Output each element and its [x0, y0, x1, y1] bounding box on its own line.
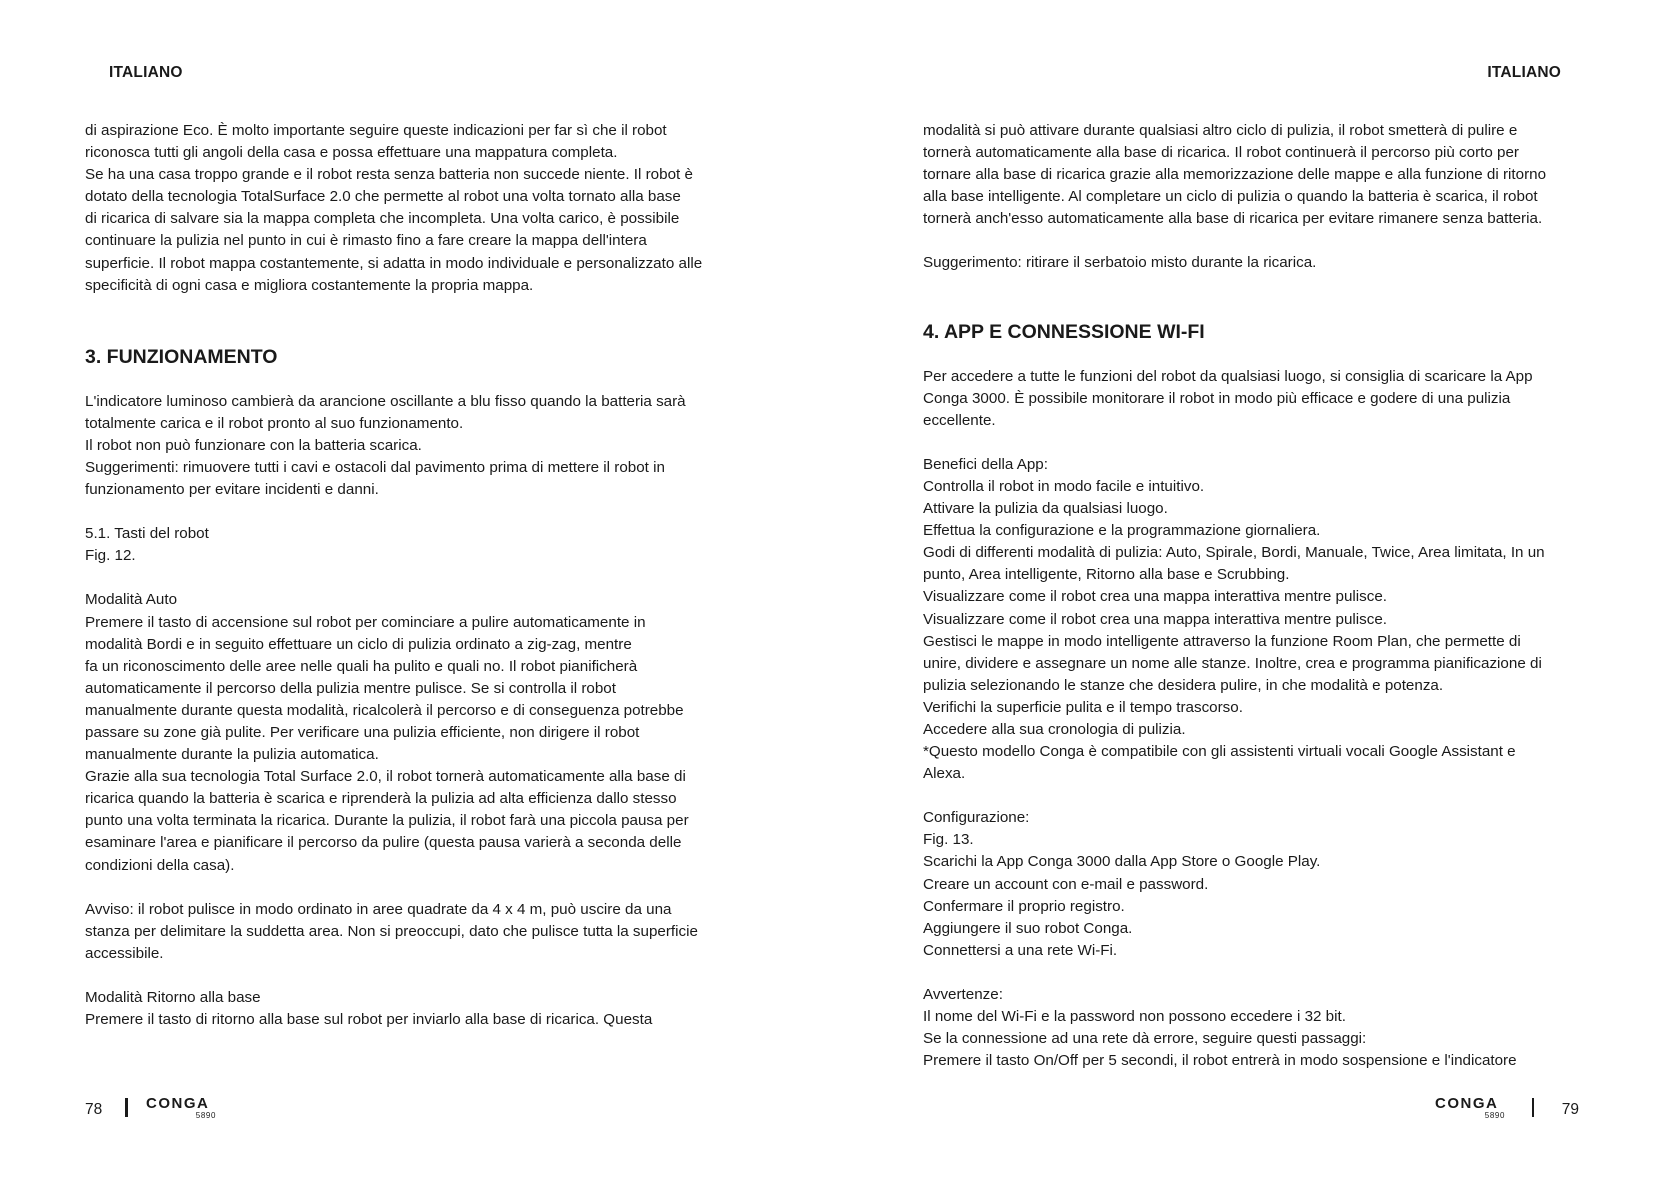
language-label: ITALIANO — [1487, 64, 1561, 81]
text-line: L'indicatore luminoso cambierà da arancione oscillante a blu fisso quando la batteria sarà — [85, 392, 686, 410]
text-line: superficie. Il robot mappa costantemente, si adatta in modo individuale e personalizzato alle — [85, 254, 703, 272]
text-line: Visualizzare come il robot crea una mappa interattiva mentre pulisce. — [923, 588, 1388, 606]
text-line: Creare un account con e-mail e password. — [923, 875, 1209, 893]
logo-model: 5890 — [1484, 1111, 1505, 1120]
text-line: Accedere alla sua cronologia di pulizia. — [923, 720, 1186, 738]
tip-paragraph — [923, 252, 1603, 274]
intro-paragraph — [85, 120, 765, 297]
text-line: esaminare l'area e pianificare il percorso da pulire (questa pausa varierà a seconda delle — [85, 834, 682, 852]
text-line: Se la connessione ad una rete dà errore, seguire questi passaggi: — [923, 1030, 1367, 1048]
text-line: Suggerimento: ritirare il serbatoio misto durante la ricarica. — [923, 254, 1317, 272]
logo-wordmark: CONGA — [1435, 1095, 1499, 1112]
text-line: Effettua la configurazione e la programmazione giornaliera. — [923, 522, 1321, 540]
text-line: Scarichi la App Conga 3000 dalla App Store o Google Play. — [923, 853, 1321, 871]
text-line: Aggiungere il suo robot Conga. — [923, 919, 1133, 937]
text-line: Modalità Ritorno alla base — [85, 988, 261, 1006]
text-line: tornare alla base di ricarica grazie alla memorizzazione delle mappe e alla funzione di ritorno — [923, 166, 1547, 184]
text-line: passare su zone già pulite. Per verificare una pulizia efficiente, non dirigere il robot — [85, 723, 640, 741]
text-line: *Questo modello Conga è compatibile con gli assistenti virtuali vocali Google Assistant e — [923, 743, 1516, 761]
return-mode-paragraph — [85, 987, 765, 1031]
text-line: pulizia selezionando le stanze che desidera pulire, in che modalità e potenza. — [923, 676, 1444, 694]
text-line: fa un riconoscimento delle aree nelle quali ha pulito e quali no. Il robot pianificherà — [85, 657, 638, 675]
text-line: 5.1. Tasti del robot — [85, 525, 209, 543]
text-line: continuare la pulizia nel punto in cui è rimasto fino a fare creare la mappa dell'intera — [85, 232, 647, 250]
text-line: Configurazione: — [923, 809, 1030, 827]
text-line: manualmente durante la pulizia automatica. — [85, 746, 379, 764]
section-heading: 3. FUNZIONAMENTO — [85, 345, 278, 368]
language-label: ITALIANO — [109, 64, 183, 81]
text-line: Il robot non può funzionare con la batteria scarica. — [85, 436, 422, 454]
text-line: Premere il tasto di accensione sul robot per cominciare a pulire automaticamente in — [85, 613, 646, 631]
text-line: Se ha una casa troppo grande e il robot resta senza batteria non succede niente. Il robot è — [85, 166, 693, 184]
logo-model: 5890 — [195, 1111, 216, 1120]
text-line: funzionamento per evitare incidenti e danni. — [85, 481, 379, 499]
text-line: Visualizzare come il robot crea una mappa interattiva mentre pulisce. — [923, 610, 1388, 628]
footer-divider — [125, 1098, 128, 1117]
text-line: Conga 3000. È possibile monitorare il robot in modo più efficace e godere di una pulizia — [923, 389, 1511, 407]
text-line: Il nome del Wi-Fi e la password non possono eccedere i 32 bit. — [923, 1008, 1346, 1025]
text-line: unire, dividere e assegnare un nome alle stanze. Inoltre, crea e programma pianificazione di — [923, 654, 1542, 672]
text-line: manualmente durante questa modalità, ricalcolerà il percorso e di conseguenza potrebbe — [85, 701, 684, 719]
text-line: Gestisci le mappe in modo intelligente attraverso la funzione Room Plan, che permette di — [923, 632, 1521, 650]
right-page — [834, 0, 1667, 1191]
text-line: specificità di ogni casa e migliora costantemente la propria mappa. — [85, 276, 534, 294]
text-line: eccellente. — [923, 411, 996, 429]
text-line: Avvertenze: — [923, 985, 1003, 1003]
text-line: Fig. 13. — [923, 831, 974, 849]
text-line: Suggerimenti: rimuovere tutti i cavi e ostacoli dal pavimento prima di mettere il robot in — [85, 459, 665, 477]
text-line: di aspirazione Eco. È molto importante seguire queste indicazioni per far sì che il robot — [85, 122, 667, 139]
text-line: modalità si può attivare durante qualsiasi altro ciclo di pulizia, il robot smetterà di pulire e — [923, 122, 1518, 139]
text-line: modalità Bordi e in seguito effettuare un ciclo di pulizia ordinato a zig-zag, mentre — [85, 635, 632, 653]
text-line: Grazie alla sua tecnologia Total Surface 2.0, il robot tornerà automaticamente alla base di — [85, 768, 686, 786]
app-intro-paragraph — [923, 366, 1603, 432]
text-line: Confermare il proprio registro. — [923, 897, 1125, 915]
text-line: Benefici della App: — [923, 455, 1048, 473]
text-line: riconosca tutti gli angoli della casa e possa effettuare una mappatura completa. — [85, 144, 618, 162]
configuration-paragraph — [923, 807, 1603, 962]
page-number: 78 — [85, 1101, 103, 1118]
robot-buttons-paragraph — [85, 523, 765, 567]
text-line: Attivare la pulizia da qualsiasi luogo. — [923, 500, 1168, 518]
text-line: Godi di differenti modalità di pulizia: Auto, Spirale, Bordi, Manuale, Twice, Area limitata, In un — [923, 544, 1545, 562]
text-line: Connettersi a una rete Wi-Fi. — [923, 941, 1118, 959]
left-text-column — [85, 120, 765, 1053]
section-heading: 4. APP E CONNESSIONE WI-FI — [923, 320, 1205, 343]
text-line: Controlla il robot in modo facile e intuitivo. — [923, 477, 1205, 495]
auto-mode-paragraph — [85, 589, 765, 876]
text-line: stanza per delimitare la suddetta area. Non si preoccupi, dato che pulisce tutta la superficie — [85, 922, 698, 940]
text-line: tornerà anch'esso automaticamente alla base di ricarica per evitare rimanere senza batteria. — [923, 210, 1543, 228]
text-line: Premere il tasto On/Off per 5 secondi, il robot entrerà in modo sospensione e l'indicatore — [923, 1052, 1517, 1070]
text-line: punto una volta terminata la ricarica. Durante la pulizia, il robot farà una piccola pausa per — [85, 812, 689, 830]
text-line: Alexa. — [923, 765, 966, 783]
logo-wordmark: CONGA — [146, 1095, 210, 1112]
text-line: automaticamente il percorso della pulizia mentre pulisce. Se si controlla il robot — [85, 679, 616, 697]
operation-paragraph — [85, 391, 765, 501]
return-mode-continued-paragraph — [923, 120, 1603, 230]
text-line: totalmente carica e il robot pronto al suo funzionamento. — [85, 414, 464, 432]
right-text-column — [923, 120, 1603, 1094]
left-page — [0, 0, 833, 1191]
text-line: Premere il tasto di ritorno alla base sul robot per inviarlo alla base di ricarica. Questa — [85, 1011, 653, 1028]
conga-logo — [146, 1096, 220, 1122]
text-line: ricarica quando la batteria è scarica e riprenderà la pulizia ad alta efficienza dallo stesso — [85, 790, 677, 808]
text-line: accessibile. — [85, 944, 164, 962]
text-line: Modalità Auto — [85, 591, 178, 609]
text-line: Verifichi la superficie pulita e il tempo trascorso. — [923, 698, 1243, 716]
text-line: alla base intelligente. Al completare un ciclo di pulizia o quando la batteria è scarica, il robot — [923, 188, 1538, 206]
page-number: 79 — [1561, 1101, 1579, 1118]
warning-paragraph — [85, 899, 765, 965]
conga-logo — [1435, 1096, 1509, 1122]
text-line: Avviso: il robot pulisce in modo ordinato in aree quadrate da 4 x 4 m, può uscire da una — [85, 900, 672, 918]
app-benefits-paragraph — [923, 454, 1603, 785]
text-line: Fig. 12. — [85, 547, 136, 565]
text-line: condizioni della casa). — [85, 856, 235, 874]
wifi-warnings-paragraph — [923, 984, 1603, 1072]
text-line: punto, Area intelligente, Ritorno alla base e Scrubbing. — [923, 566, 1290, 584]
text-line: di ricarica di salvare sia la mappa completa che incompleta. Una volta carico, è possibile — [85, 210, 680, 228]
footer-divider — [1532, 1098, 1535, 1117]
text-line: dotato della tecnologia TotalSurface 2.0 che permette al robot una volta tornato alla base — [85, 188, 681, 206]
text-line: tornerà automaticamente alla base di ricarica. Il robot continuerà il percorso più corto per — [923, 144, 1519, 162]
text-line: Per accedere a tutte le funzioni del robot da qualsiasi luogo, si consiglia di scaricare la App — [923, 367, 1533, 385]
